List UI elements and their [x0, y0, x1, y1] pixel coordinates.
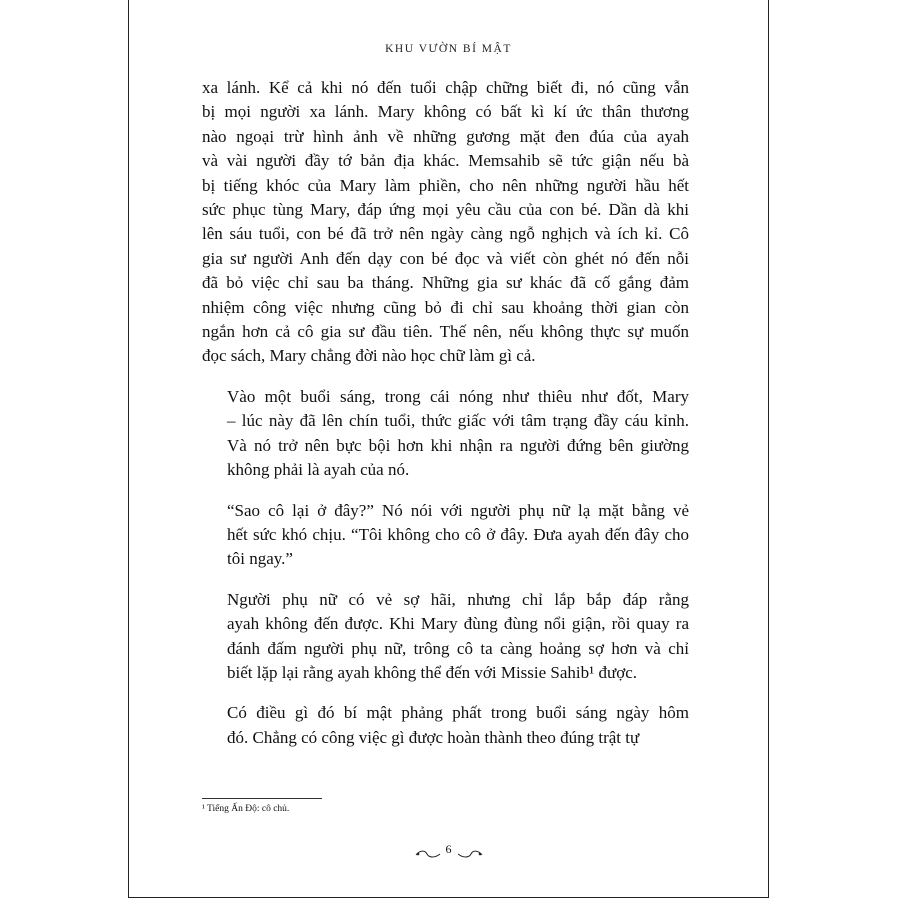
paragraph	[202, 588, 689, 686]
text-line: ngắn hơn cả cô gia sư đầu tiên. Thế nên, nếu không thực sự muốn	[202, 322, 689, 342]
page-number: 6	[445, 841, 452, 856]
paragraph	[202, 385, 689, 483]
text-line: gia sư người Anh đến dạy con bé đọc và viết còn ghét nó đến nỗi	[202, 248, 689, 268]
right-flourish-icon	[457, 849, 483, 859]
text-line: bị mọi người xa lánh. Mary không có bất kì kí ức thân thương	[202, 102, 689, 122]
text-line: ayah không đến được. Khi Mary đùng đùng nổi giận, rồi quay ra	[227, 614, 689, 634]
text-line: tôi ngay.”	[227, 549, 293, 569]
text-line: đó. Chẳng có công việc gì được hoàn thành theo đúng trật tự	[227, 727, 640, 747]
page-number-ornament	[129, 841, 768, 862]
text-line: xa lánh. Kể cả khi nó đến tuổi chập chững biết đi, nó cũng vẫn	[202, 78, 689, 97]
footnote: ¹ Tiếng Ấn Độ: cô chủ.	[202, 804, 290, 814]
text-line: “Sao cô lại ở đây?” Nó nói với người phụ nữ lạ mặt bằng vẻ	[227, 500, 689, 520]
text-line: không phải là ayah của nó.	[227, 460, 410, 480]
text-line: Và nó trở nên bực bội hơn khi nhận ra người đứng bên giường	[227, 435, 689, 455]
paragraph	[202, 76, 689, 369]
text-line: đánh đấm người phụ nữ, trông cô ta càng hoảng sợ hơn và chỉ	[227, 638, 689, 658]
book-page	[128, 0, 769, 898]
text-line: – lúc này đã lên chín tuổi, thức giấc với tâm trạng đầy cáu kỉnh.	[227, 411, 689, 431]
paragraph	[202, 499, 689, 572]
body-text	[202, 76, 689, 766]
text-line: nào ngoại trừ hình ảnh về những gương mặt đen đúa của ayah	[202, 126, 689, 146]
text-line: Người phụ nữ có vẻ sợ hãi, nhưng chỉ lắp bắp đáp rằng	[227, 589, 689, 609]
text-line: Vào một buổi sáng, trong cái nóng như thiêu như đốt, Mary	[227, 386, 689, 406]
footnote-divider	[202, 798, 322, 799]
text-line: Có điều gì đó bí mật phảng phất trong buổi sáng ngày hôm	[227, 703, 689, 723]
text-line: đọc sách, Mary chẳng đời nào học chữ làm gì cả.	[202, 346, 536, 366]
text-line: và vài người đầy tớ bản địa khác. Memsahib sẽ tức giận nếu bà	[202, 151, 689, 171]
text-line: hết sức khó chịu. “Tôi không cho cô ở đây. Đưa ayah đến đây cho	[227, 524, 689, 544]
paragraph	[202, 701, 689, 750]
left-flourish-icon	[415, 849, 441, 859]
text-line: đã bỏ việc chỉ sau ba tháng. Những gia sư khác đã cố gắng đảm	[202, 273, 689, 293]
running-head: KHU VƯỜN BÍ MẬT	[385, 43, 512, 55]
text-line: bị tiếng khóc của Mary làm phiền, cho nên những người hầu hết	[202, 175, 689, 195]
text-line: sức phục tùng Mary, đáp ứng mọi yêu cầu của con bé. Dần dà khi	[202, 200, 689, 220]
text-line: nhiệm công việc nhưng cũng bỏ đi chỉ sau khoảng thời gian còn	[202, 297, 689, 317]
text-line: biết lặp lại rằng ayah không thể đến với Missie Sahib¹ được.	[227, 662, 637, 682]
text-line: lên sáu tuổi, con bé đã trở nên ngày càng ngỗ nghịch và ích kỉ. Cô	[202, 224, 689, 244]
